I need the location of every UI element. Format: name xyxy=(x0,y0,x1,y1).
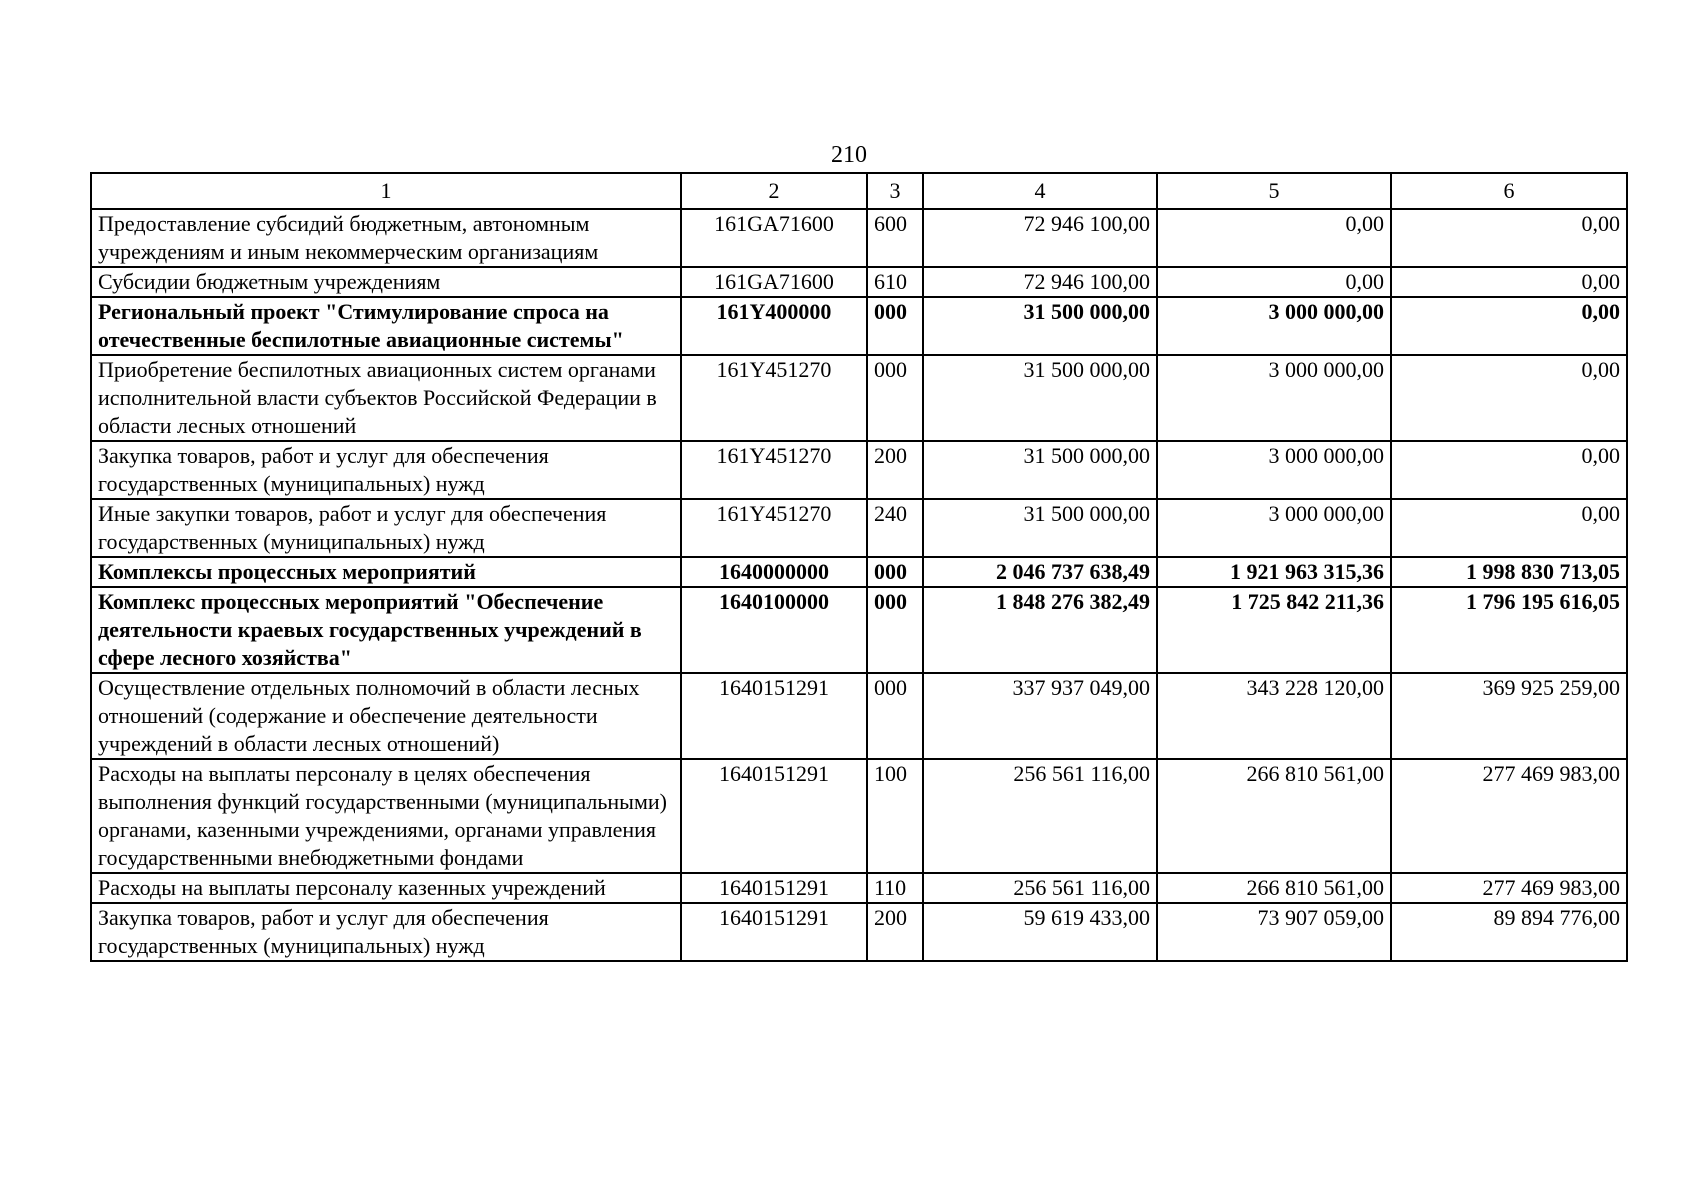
header-col-2: 2 xyxy=(681,173,867,209)
row-code: 1640151291 xyxy=(681,673,867,759)
row-amount-col-5: 1 725 842 211,36 xyxy=(1157,587,1391,673)
row-code: 1640100000 xyxy=(681,587,867,673)
row-amount-col-5: 266 810 561,00 xyxy=(1157,873,1391,903)
row-amount-col-5: 0,00 xyxy=(1157,267,1391,297)
header-col-3: 3 xyxy=(867,173,923,209)
table-row xyxy=(91,297,1627,355)
row-expense-kind: 000 xyxy=(867,673,923,759)
row-expense-kind: 110 xyxy=(867,873,923,903)
row-amount-col-6: 89 894 776,00 xyxy=(1391,903,1627,961)
row-amount-col-6: 1 998 830 713,05 xyxy=(1391,557,1627,587)
row-expense-kind: 610 xyxy=(867,267,923,297)
row-amount-col-5: 3 000 000,00 xyxy=(1157,297,1391,355)
row-code: 1640151291 xyxy=(681,873,867,903)
row-amount-col-5: 3 000 000,00 xyxy=(1157,441,1391,499)
row-code: 161Y451270 xyxy=(681,499,867,557)
row-code: 1640151291 xyxy=(681,759,867,873)
row-amount-col-4: 256 561 116,00 xyxy=(923,759,1157,873)
row-amount-col-5: 266 810 561,00 xyxy=(1157,759,1391,873)
row-expense-kind: 000 xyxy=(867,297,923,355)
row-name: Закупка товаров, работ и услуг для обеспечения государственных (муниципальных) нужд xyxy=(91,903,681,961)
row-amount-col-5: 343 228 120,00 xyxy=(1157,673,1391,759)
row-amount-col-4: 31 500 000,00 xyxy=(923,441,1157,499)
row-amount-col-5: 3 000 000,00 xyxy=(1157,355,1391,441)
row-amount-col-4: 256 561 116,00 xyxy=(923,873,1157,903)
row-name: Иные закупки товаров, работ и услуг для обеспечения государственных (муниципальных) нужд xyxy=(91,499,681,557)
row-expense-kind: 000 xyxy=(867,355,923,441)
row-amount-col-5: 73 907 059,00 xyxy=(1157,903,1391,961)
row-amount-col-5: 1 921 963 315,36 xyxy=(1157,557,1391,587)
table-row xyxy=(91,759,1627,873)
row-amount-col-6: 277 469 983,00 xyxy=(1391,759,1627,873)
header-col-6: 6 xyxy=(1391,173,1627,209)
header-col-4: 4 xyxy=(923,173,1157,209)
header-col-5: 5 xyxy=(1157,173,1391,209)
row-amount-col-5: 3 000 000,00 xyxy=(1157,499,1391,557)
row-name: Расходы на выплаты персоналу в целях обеспечения выполнения функций государственными (муниципальными) органами, казенными учреждениями, органами управления государственными внебюджетными фондами xyxy=(91,759,681,873)
row-expense-kind: 200 xyxy=(867,441,923,499)
row-amount-col-6: 0,00 xyxy=(1391,267,1627,297)
row-amount-col-4: 1 848 276 382,49 xyxy=(923,587,1157,673)
row-amount-col-4: 337 937 049,00 xyxy=(923,673,1157,759)
table-row xyxy=(91,873,1627,903)
row-name: Расходы на выплаты персоналу казенных учреждений xyxy=(91,873,681,903)
row-expense-kind: 240 xyxy=(867,499,923,557)
row-code: 161Y400000 xyxy=(681,297,867,355)
row-amount-col-6: 0,00 xyxy=(1391,499,1627,557)
row-name: Субсидии бюджетным учреждениям xyxy=(91,267,681,297)
row-name: Региональный проект "Стимулирование спроса на отечественные беспилотные авиационные системы" xyxy=(91,297,681,355)
row-amount-col-6: 0,00 xyxy=(1391,209,1627,267)
table-row xyxy=(91,903,1627,961)
row-code: 1640000000 xyxy=(681,557,867,587)
row-amount-col-4: 59 619 433,00 xyxy=(923,903,1157,961)
row-amount-col-6: 369 925 259,00 xyxy=(1391,673,1627,759)
row-amount-col-6: 1 796 195 616,05 xyxy=(1391,587,1627,673)
row-amount-col-6: 0,00 xyxy=(1391,441,1627,499)
table-row xyxy=(91,209,1627,267)
row-amount-col-4: 72 946 100,00 xyxy=(923,209,1157,267)
table-row xyxy=(91,499,1627,557)
row-amount-col-6: 0,00 xyxy=(1391,297,1627,355)
row-code: 161GA71600 xyxy=(681,267,867,297)
row-name: Комплексы процессных мероприятий xyxy=(91,557,681,587)
row-amount-col-4: 2 046 737 638,49 xyxy=(923,557,1157,587)
table-row xyxy=(91,355,1627,441)
row-code: 161Y451270 xyxy=(681,355,867,441)
table-row xyxy=(91,441,1627,499)
table-row xyxy=(91,557,1627,587)
row-code: 161Y451270 xyxy=(681,441,867,499)
row-name: Осуществление отдельных полномочий в области лесных отношений (содержание и обеспечение деятельности учреждений в области лесных отношений) xyxy=(91,673,681,759)
row-name: Приобретение беспилотных авиационных систем органами исполнительной власти субъектов Российской Федерации в области лесных отношений xyxy=(91,355,681,441)
header-col-1: 1 xyxy=(91,173,681,209)
row-expense-kind: 200 xyxy=(867,903,923,961)
row-amount-col-4: 31 500 000,00 xyxy=(923,355,1157,441)
table-row xyxy=(91,267,1627,297)
row-expense-kind: 000 xyxy=(867,587,923,673)
row-code: 1640151291 xyxy=(681,903,867,961)
header-row xyxy=(91,173,1627,209)
row-name: Комплекс процессных мероприятий "Обеспечение деятельности краевых государственных учреждений в сфере лесного хозяйства" xyxy=(91,587,681,673)
row-amount-col-6: 277 469 983,00 xyxy=(1391,873,1627,903)
row-expense-kind: 000 xyxy=(867,557,923,587)
row-amount-col-6: 0,00 xyxy=(1391,355,1627,441)
budget-table xyxy=(90,172,1628,962)
row-amount-col-4: 31 500 000,00 xyxy=(923,297,1157,355)
table-row xyxy=(91,673,1627,759)
row-amount-col-5: 0,00 xyxy=(1157,209,1391,267)
row-amount-col-4: 72 946 100,00 xyxy=(923,267,1157,297)
row-expense-kind: 600 xyxy=(867,209,923,267)
row-code: 161GA71600 xyxy=(681,209,867,267)
row-name: Закупка товаров, работ и услуг для обеспечения государственных (муниципальных) нужд xyxy=(91,441,681,499)
row-expense-kind: 100 xyxy=(867,759,923,873)
page-number: 210 xyxy=(831,142,867,168)
row-name: Предоставление субсидий бюджетным, автономным учреждениям и иным некоммерческим организациям xyxy=(91,209,681,267)
row-amount-col-4: 31 500 000,00 xyxy=(923,499,1157,557)
table-row xyxy=(91,587,1627,673)
